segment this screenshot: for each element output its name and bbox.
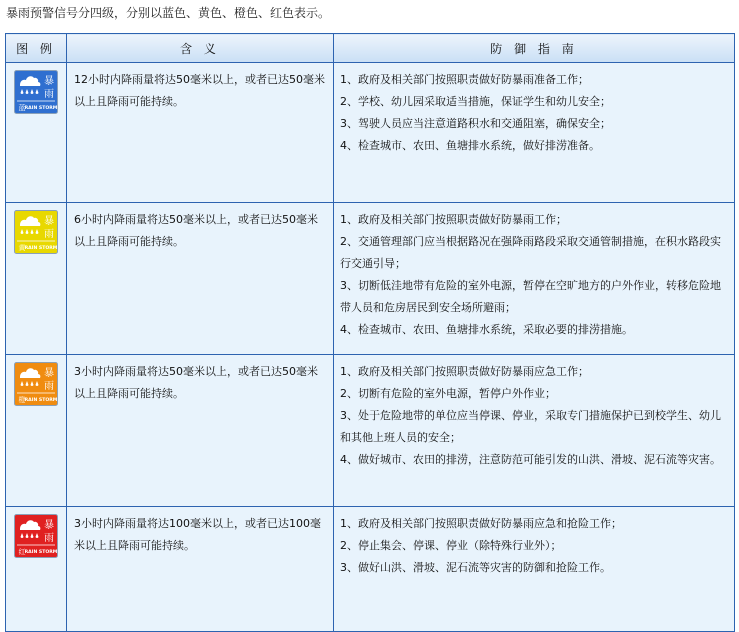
intro-text: 暴雨预警信号分四级，分别以蓝色、黄色、橙色、红色表示。 bbox=[6, 6, 331, 20]
guide-cell bbox=[334, 355, 735, 507]
rainstorm-orange-icon bbox=[14, 362, 58, 406]
svg-text:雨: 雨 bbox=[44, 533, 54, 544]
meaning-cell: 3小时内降雨量将达50毫米以上，或者已达50毫米以上且降雨可能持续。 bbox=[67, 355, 334, 507]
svg-text:暴: 暴 bbox=[44, 520, 54, 531]
guide-cell bbox=[334, 203, 735, 355]
sign-cell bbox=[6, 507, 67, 632]
guide-item: 4、检查城市、农田、鱼塘排水系统，采取必要的排涝措施。 bbox=[340, 323, 633, 336]
guide-item: 4、检查城市、农田、鱼塘排水系统，做好排涝准备。 bbox=[340, 139, 600, 152]
svg-text:暴: 暴 bbox=[44, 76, 54, 87]
sign-cell bbox=[6, 203, 67, 355]
header-guide: 防 御 指 南 bbox=[334, 34, 735, 63]
meaning-cell: 6小时内降雨量将达50毫米以上，或者已达50毫米以上且降雨可能持续。 bbox=[67, 203, 334, 355]
guide-item: 4、做好城市、农田的排涝，注意防范可能引发的山洪、滑坡、泥石流等灾害。 bbox=[340, 453, 721, 466]
svg-text:雨: 雨 bbox=[44, 381, 54, 392]
svg-text:红: 红 bbox=[18, 548, 26, 556]
meaning-cell: 12小时内降雨量将达50毫米以上，或者已达50毫米以上且降雨可能持续。 bbox=[67, 63, 334, 203]
guide-item: 1、政府及相关部门按照职责做好防暴雨应急和抢险工作； bbox=[340, 517, 622, 530]
guide-item: 1、政府及相关部门按照职责做好防暴雨应急工作； bbox=[340, 365, 589, 378]
svg-text:橙: 橙 bbox=[18, 396, 26, 404]
svg-text:暴: 暴 bbox=[44, 216, 54, 227]
table-row bbox=[6, 203, 735, 355]
guide-item: 1、政府及相关部门按照职责做好防暴雨工作； bbox=[340, 213, 567, 226]
svg-text:RAIN STORM: RAIN STORM bbox=[24, 550, 58, 555]
table-header-row bbox=[6, 34, 735, 63]
table-row bbox=[6, 63, 735, 203]
header-meaning: 含 义 bbox=[67, 34, 334, 63]
guide-item: 2、学校、幼儿园采取适当措施，保证学生和幼儿安全； bbox=[340, 95, 611, 108]
svg-text:RAIN STORM: RAIN STORM bbox=[24, 106, 58, 111]
svg-text:RAIN STORM: RAIN STORM bbox=[24, 398, 58, 403]
guide-item: 1、政府及相关部门按照职责做好防暴雨准备工作； bbox=[340, 73, 589, 86]
svg-text:暴: 暴 bbox=[44, 368, 54, 379]
svg-text:RAIN STORM: RAIN STORM bbox=[24, 246, 58, 251]
warning-table bbox=[5, 33, 735, 632]
guide-item: 3、驾驶人员应当注意道路积水和交通阻塞，确保安全； bbox=[340, 117, 611, 130]
guide-item: 3、处于危险地带的单位应当停课、停业，采取专门措施保护已到校学生、幼儿和其他上班人员的安全； bbox=[340, 409, 721, 444]
svg-text:黄: 黄 bbox=[18, 244, 26, 252]
header-icon: 图 例 bbox=[6, 34, 67, 63]
svg-text:雨: 雨 bbox=[44, 89, 54, 100]
sign-cell bbox=[6, 63, 67, 203]
guide-cell bbox=[334, 507, 735, 632]
guide-item: 3、做好山洪、滑坡、泥石流等灾害的防御和抢险工作。 bbox=[340, 561, 611, 574]
table-row bbox=[6, 355, 735, 507]
guide-item: 2、交通管理部门应当根据路况在强降雨路段采取交通管制措施，在积水路段实行交通引导； bbox=[340, 235, 721, 270]
rainstorm-red-icon bbox=[14, 514, 58, 558]
guide-item: 2、切断有危险的室外电源，暂停户外作业； bbox=[340, 387, 556, 400]
table-row bbox=[6, 507, 735, 632]
rainstorm-yellow-icon bbox=[14, 210, 58, 254]
guide-item: 3、切断低洼地带有危险的室外电源，暂停在空旷地方的户外作业，转移危险地带人员和危房居民到安全场所避雨； bbox=[340, 279, 721, 314]
rainstorm-blue-icon bbox=[14, 70, 58, 114]
guide-cell bbox=[334, 63, 735, 203]
svg-text:蓝: 蓝 bbox=[18, 104, 26, 112]
meaning-cell: 3小时内降雨量将达100毫米以上，或者已达100毫米以上且降雨可能持续。 bbox=[67, 507, 334, 632]
guide-item: 2、停止集会、停课、停业（除特殊行业外）； bbox=[340, 539, 562, 552]
sign-cell bbox=[6, 355, 67, 507]
svg-text:雨: 雨 bbox=[44, 229, 54, 240]
